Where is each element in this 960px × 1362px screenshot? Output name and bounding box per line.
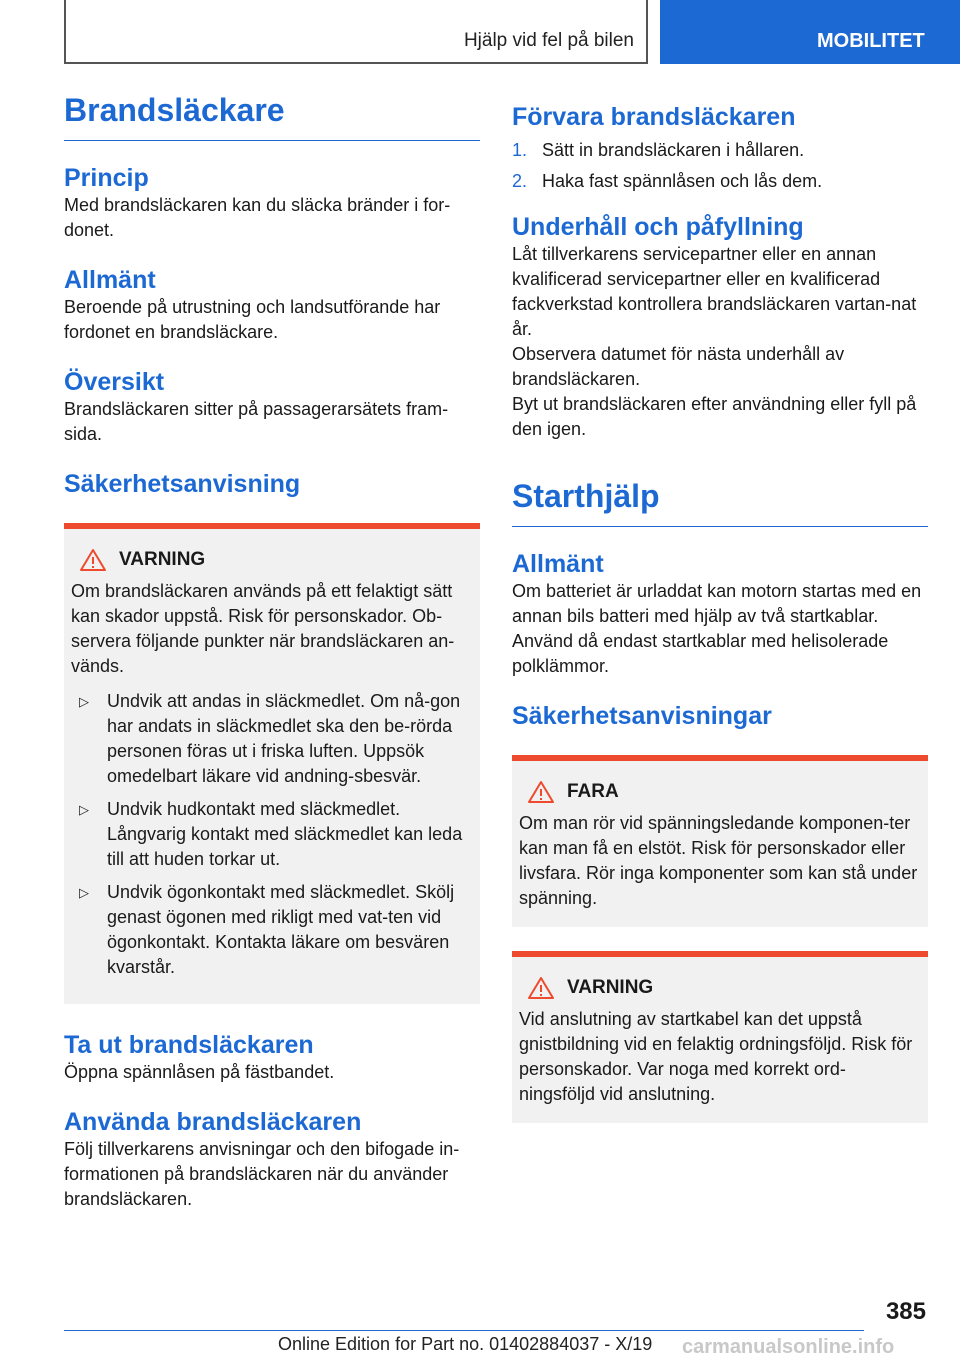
list-item <box>512 169 928 194</box>
section-title-starthjalp: Starthjälp <box>512 476 928 527</box>
warning-label: VARNING <box>119 549 206 570</box>
step-text: Sätt in brandsläckaren i hållaren. <box>542 140 805 160</box>
list-item <box>71 880 473 980</box>
header-section-tab: MOBILITET <box>660 0 960 64</box>
danger-box <box>512 755 928 927</box>
warning-triangle-icon <box>79 548 107 572</box>
triangle-bullet-icon: ▷ <box>79 885 89 900</box>
warning-list <box>71 689 473 980</box>
heading-forvara: Förvara brandsläckaren <box>512 103 796 131</box>
list-item-text: Undvik hudkontakt med släckmedlet. Långvarig kontakt med släckmedlet kan leda till att huden torkar ut. <box>107 799 463 869</box>
heading-oversikt: Översikt <box>64 368 165 396</box>
text-oversikt: Brandsläckaren sitter på passagerarsätets fram-sida. <box>64 399 449 444</box>
danger-label: FARA <box>567 781 619 802</box>
warning-triangle-icon <box>527 976 555 1000</box>
step-number: 1. <box>512 140 528 160</box>
triangle-bullet-icon: ▷ <box>79 694 89 709</box>
heading-allmant-start: Allmänt <box>512 550 604 578</box>
triangle-bullet-icon: ▷ <box>79 802 89 817</box>
text-ta-ut: Öppna spännlåsen på fästbandet. <box>64 1062 335 1082</box>
list-item <box>512 138 928 163</box>
danger-header <box>519 779 921 805</box>
left-column <box>64 90 480 1212</box>
warning-triangle-icon <box>527 780 555 804</box>
page-number: 385 <box>885 1298 926 1325</box>
heading-underhall: Underhåll och påfyllning <box>512 213 804 241</box>
text-allmant: Beroende på utrustning och landsutförande har fordonet en brandsläckare. <box>64 297 441 342</box>
list-item-text: Undvik ögonkontakt med släckmedlet. Skölj genast ögonen med rikligt med vat-ten vid ögonkontakt. Kontakta läkare om besvären kvarstår. <box>107 882 455 977</box>
warning-text: Vid anslutning av startkabel kan det uppstå gnistbildning vid en felaktig ordningsföljd. Risk för personskador. Var noga med korrekt ord-ningsföljd vid anslutning. <box>519 1009 913 1104</box>
heading-ta-ut: Ta ut brandsläckaren <box>64 1031 314 1059</box>
text-princip: Med brandsläckaren kan du släcka bränder i for-donet. <box>64 195 451 240</box>
steps-forvara <box>512 138 928 194</box>
warning-box-start <box>512 951 928 1123</box>
text-underhall-2: Observera datumet för nästa underhåll av brandsläckaren. <box>512 344 845 389</box>
warning-text: Om brandsläckaren används på ett felaktigt sätt kan skador uppstå. Risk för personskador. Ob-servera följande punkter när brandsläckaren an-vänds. <box>71 581 455 676</box>
text-allmant-start: Om batteriet är urladdat kan motorn startas med en annan bils batteri med hjälp av två startkablar. Använd då endast startkablar med helisolerade polklämmor. <box>512 581 922 676</box>
list-item <box>71 797 473 872</box>
warning-header <box>71 547 473 573</box>
step-text: Haka fast spännlåsen och lås dem. <box>542 171 823 191</box>
step-number: 2. <box>512 171 528 191</box>
footer-edition: Online Edition for Part no. 01402884037 - X/19 <box>278 1334 653 1354</box>
warning-box <box>64 523 480 1004</box>
heading-sakerhetsanvisning: Säkerhetsanvisning <box>64 470 301 498</box>
right-column <box>512 102 928 1123</box>
heading-allmant: Allmänt <box>64 266 156 294</box>
header-chapter-box <box>64 0 648 64</box>
text-underhall-3: Byt ut brandsläckaren efter användning eller fyll på den igen. <box>512 394 917 439</box>
warning-label: VARNING <box>567 977 654 998</box>
heading-sakerhetsanvisningar: Säkerhetsanvisningar <box>512 702 772 730</box>
header-chapter-title: Hjälp vid fel på bilen <box>463 30 634 51</box>
heading-anvanda: Använda brandsläckaren <box>64 1108 362 1136</box>
text-underhall-1: Låt tillverkarens servicepartner eller en annan kvalificerad servicepartner eller en kvalificerad fackverkstad kontrollera brandsläckaren vartan-nat år. <box>512 244 917 339</box>
danger-text: Om man rör vid spänningsledande komponen-ter kan man få en elstöt. Risk för personskador eller livsfara. Rör inga komponenter som kan stå under spänning. <box>519 813 918 908</box>
text-anvanda: Följ tillverkarens anvisningar och den bifogade in-formationen på brandsläckaren när du använder brandsläckaren. <box>64 1139 460 1209</box>
list-item-text: Undvik att andas in släckmedlet. Om nå-gon har andats in släckmedlet ska den be-rörda personen föras ut i friska luften. Uppsök omedelbart läkare vid andning-sbesvär. <box>107 691 461 786</box>
watermark: carmanualsonline.info <box>682 1336 895 1358</box>
list-item <box>71 689 473 789</box>
heading-princip: Princip <box>64 164 149 192</box>
footer-divider <box>64 1330 864 1331</box>
warning-header <box>519 975 921 1001</box>
page-title-brandslackare: Brandsläckare <box>64 90 480 141</box>
